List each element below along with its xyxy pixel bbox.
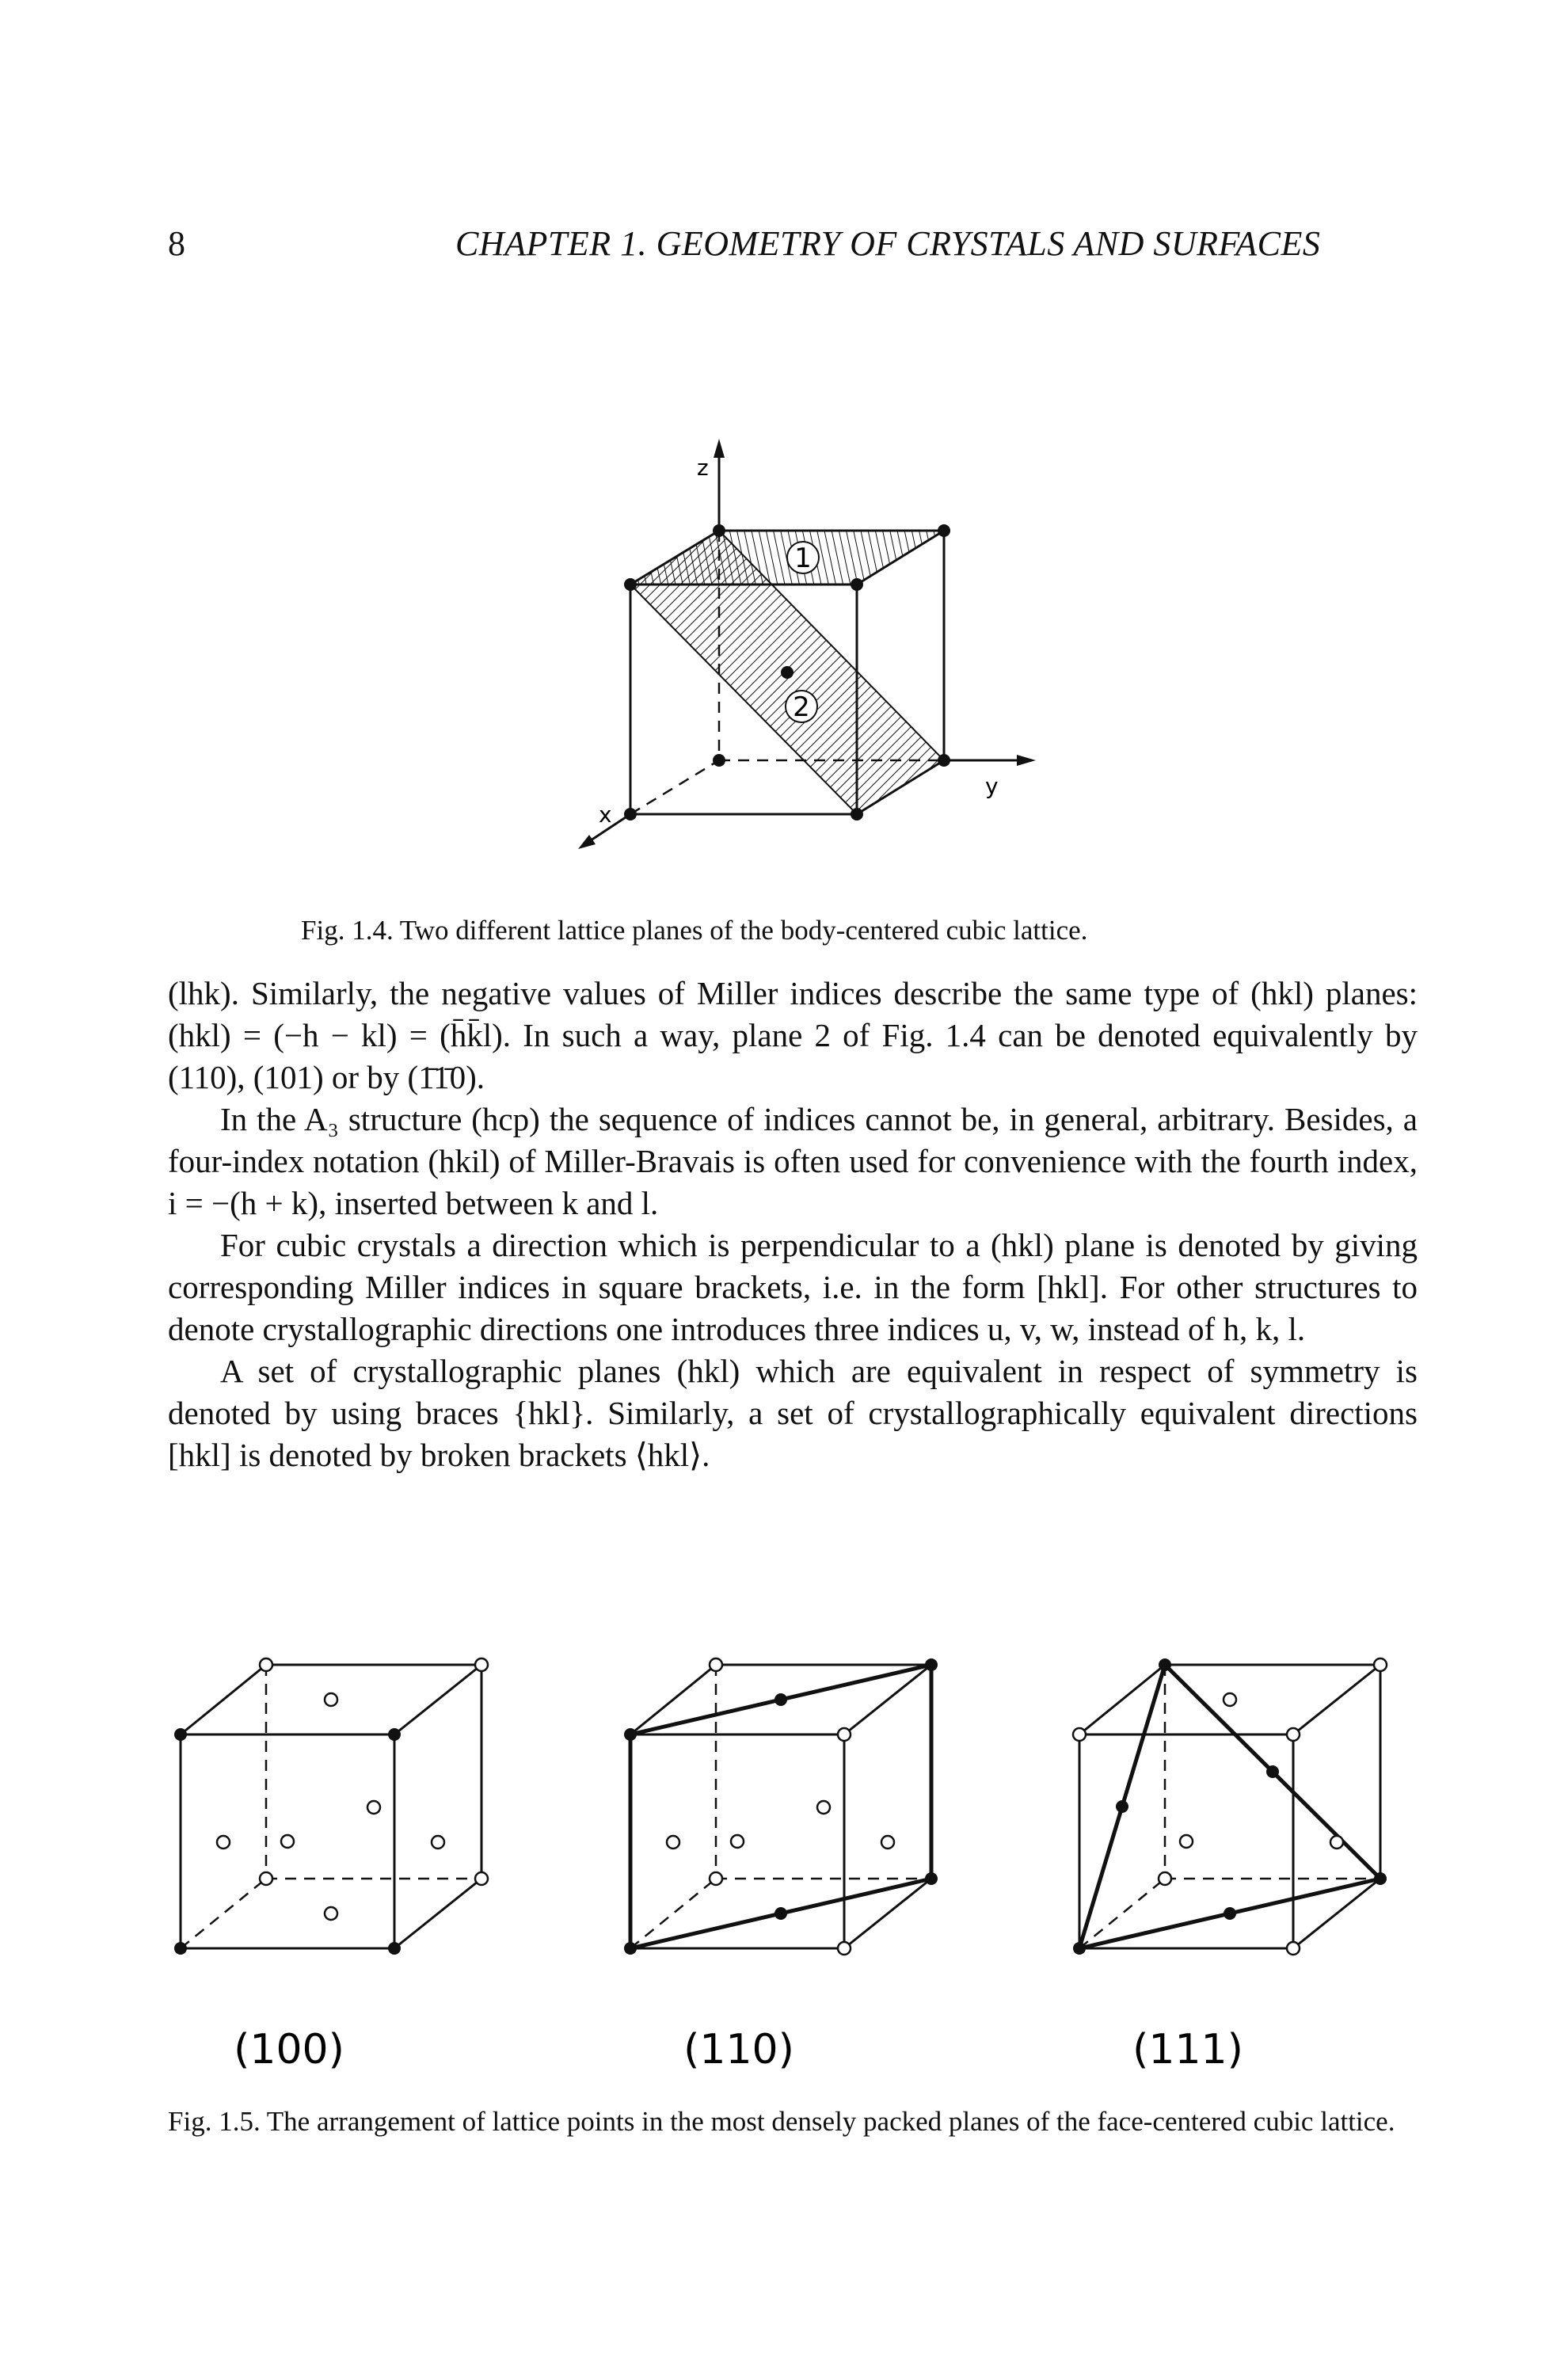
panel-label-110: (110): [683, 2026, 794, 2073]
z-axis-label: z: [697, 455, 709, 481]
x-arrow-icon: [578, 835, 596, 849]
plane-2-label: 2: [793, 691, 810, 723]
page-number: 8: [168, 224, 185, 263]
figure-1-5: [158, 1647, 1425, 2091]
panel-label-111: (111): [1132, 2026, 1243, 2073]
figure-1-4: [554, 428, 1077, 871]
paragraph-1: (lhk). Similarly, the negative values of Miller indices describe the same type of (hkl) planes: (hkl) = (−h − kl) = (h̄k̄l). In such a way, plane 2 of Fig. 1.4 can be denoted equivalently by (110), (101) or by (1̄1̄0).: [168, 975, 1418, 1095]
figure-1-4-caption: Fig. 1.4. Two different lattice planes of the body-centered cubic lattice.: [301, 915, 1088, 946]
body-center-point: [781, 666, 794, 679]
y-axis-label: y: [985, 773, 999, 799]
fcc-cube-111: [1073, 1658, 1387, 1955]
fcc-cube-100: [174, 1658, 488, 1955]
fcc-cube-110: [624, 1658, 938, 1955]
running-head: CHAPTER 1. GEOMETRY OF CRYSTALS AND SURFACES: [455, 224, 1321, 263]
plane-1-label: 1: [794, 543, 812, 574]
paragraph-4: A set of crystallographic planes (hkl) which are equivalent in respect of symmetry is denoted by using braces {hkl}. Similarly, a set of crystallographically equivalent directions [hkl] is denoted by broken brackets ⟨hkl⟩.: [168, 1353, 1418, 1473]
paragraph-3: For cubic crystals a direction which is perpendicular to a (hkl) plane is denoted by giving corresponding Miller indices in square brackets, i.e. in the form [hkl]. For other structures to denote crystallographic directions one introduces three indices u, v, w, instead of h, k, l.: [168, 1227, 1418, 1347]
body-text: [168, 973, 1418, 1476]
figure-1-5-caption: Fig. 1.5. The arrangement of lattice points in the most densely packed planes of the face-centered cubic lattice.: [168, 2106, 1395, 2137]
x-axis-label: x: [599, 802, 612, 828]
panel-label-100: (100): [234, 2026, 344, 2073]
z-arrow-icon: [714, 439, 725, 458]
paragraph-2: In the A₃ structure (hcp) the sequence of indices cannot be, in general, arbitrary. Besides, a four-index notation (hkil) of Miller-Bravais is often used for convenience with the fourth index, i = −(h + k), inserted between k and l.: [168, 1101, 1418, 1221]
y-arrow-icon: [1017, 755, 1036, 766]
